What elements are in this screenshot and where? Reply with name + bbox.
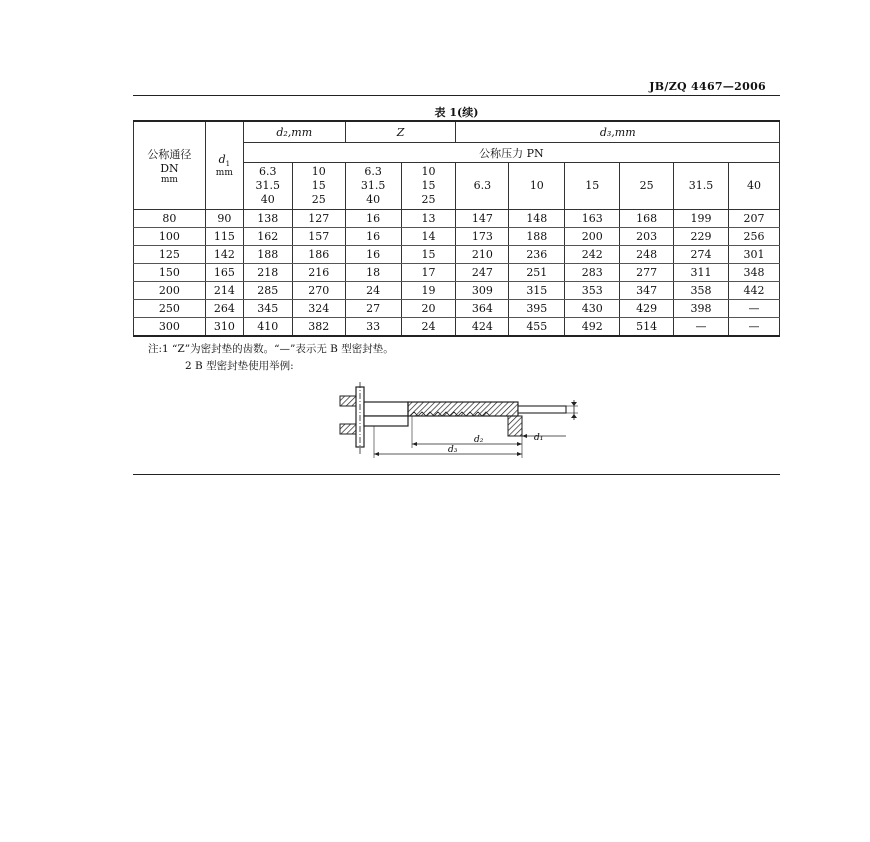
- table-cell: 256: [729, 228, 780, 246]
- dim-label-d2: d₂: [474, 435, 484, 445]
- table-cell: 188: [243, 246, 292, 264]
- table-cell: 16: [345, 228, 401, 246]
- table-cell: 13: [401, 210, 456, 228]
- table-cell: 442: [729, 282, 780, 300]
- table-cell: 115: [205, 228, 243, 246]
- table-cell: 430: [565, 300, 620, 318]
- table-cell: 285: [243, 282, 292, 300]
- table-cell: 424: [456, 318, 509, 337]
- dim-label-d3: d₃: [448, 445, 458, 455]
- left-flange-bottom: [340, 424, 356, 434]
- header-z-pn-low: 6.3 31.5 40: [345, 163, 401, 210]
- gasket-section: [408, 402, 518, 416]
- table-cell: 80: [134, 210, 206, 228]
- table-cell: 429: [620, 300, 674, 318]
- table-cell: 382: [292, 318, 345, 337]
- header-d2-pn-low: 6.3 31.5 40: [243, 163, 292, 210]
- table-cell: 16: [345, 210, 401, 228]
- table-cell: 173: [456, 228, 509, 246]
- table-cell: 125: [134, 246, 206, 264]
- header-rule: [133, 95, 780, 96]
- table-cell: 165: [205, 264, 243, 282]
- header-d3-pn: 15: [565, 163, 620, 210]
- table-cell: 311: [674, 264, 729, 282]
- table-cell: 100: [134, 228, 206, 246]
- table-cell: 24: [401, 318, 456, 337]
- table-cell: 157: [292, 228, 345, 246]
- table-cell: 358: [674, 282, 729, 300]
- table-cell: 248: [620, 246, 674, 264]
- table-cell: 168: [620, 210, 674, 228]
- table-cell: 199: [674, 210, 729, 228]
- table-cell: 514: [620, 318, 674, 337]
- table-cell: 264: [205, 300, 243, 318]
- header-z: Z: [345, 121, 456, 143]
- table-cell: 348: [729, 264, 780, 282]
- table-cell: 207: [729, 210, 780, 228]
- table-cell: 309: [456, 282, 509, 300]
- table-cell: 203: [620, 228, 674, 246]
- table-body: [134, 210, 780, 337]
- table-cell: 218: [243, 264, 292, 282]
- right-flange: [508, 416, 522, 436]
- table-cell: 138: [243, 210, 292, 228]
- note-2: 2 B 型密封垫使用举例:: [185, 360, 294, 372]
- table-cell: 353: [565, 282, 620, 300]
- header-pn: 公称压力 PN: [243, 143, 779, 163]
- table-cell: 200: [565, 228, 620, 246]
- table-row: [134, 264, 780, 282]
- table-cell: 236: [509, 246, 565, 264]
- table-cell: 251: [509, 264, 565, 282]
- table-row: [134, 210, 780, 228]
- table-cell: 14: [401, 228, 456, 246]
- table-cell: 274: [674, 246, 729, 264]
- table-cell: 163: [565, 210, 620, 228]
- table-cell: 301: [729, 246, 780, 264]
- table-cell: 18: [345, 264, 401, 282]
- table-caption: 表 1(续): [434, 106, 479, 119]
- table-cell: —: [729, 300, 780, 318]
- table-cell: 127: [292, 210, 345, 228]
- table-cell: 492: [565, 318, 620, 337]
- header-d3-pn: 6.3: [456, 163, 509, 210]
- table-cell: 250: [134, 300, 206, 318]
- note-1: 注:1 “Z”为密封垫的齿数。“—”表示无 B 型密封垫。: [148, 343, 394, 355]
- table-cell: 398: [674, 300, 729, 318]
- dim-label-d1: d₁: [534, 433, 544, 443]
- table-cell: 324: [292, 300, 345, 318]
- lower-flange: [364, 416, 408, 426]
- header-d1: $d_1$ mm: [205, 121, 243, 210]
- table-cell: 216: [292, 264, 345, 282]
- table-cell: 188: [509, 228, 565, 246]
- table-cell: —: [674, 318, 729, 337]
- table-cell: 150: [134, 264, 206, 282]
- table-cell: 147: [456, 210, 509, 228]
- table-cell: 242: [565, 246, 620, 264]
- spec-table: [133, 120, 780, 337]
- table-cell: 24: [345, 282, 401, 300]
- table-cell: 16: [345, 246, 401, 264]
- header-d2: d₂,mm: [243, 121, 345, 143]
- table-row: [134, 228, 780, 246]
- table-cell: 345: [243, 300, 292, 318]
- header-d3-pn: 40: [729, 163, 780, 210]
- table-cell: 310: [205, 318, 243, 337]
- table-row: [134, 300, 780, 318]
- table-cell: 364: [456, 300, 509, 318]
- table-row: [134, 282, 780, 300]
- table-cell: 27: [345, 300, 401, 318]
- table-cell: 277: [620, 264, 674, 282]
- table-cell: 410: [243, 318, 292, 337]
- header-d2-pn-high: 10 15 25: [292, 163, 345, 210]
- table-row: [134, 318, 780, 337]
- table-cell: 33: [345, 318, 401, 337]
- table-cell: 17: [401, 264, 456, 282]
- upper-flange: [364, 402, 408, 416]
- header-z-pn-high: 10 15 25: [401, 163, 456, 210]
- table-cell: 15: [401, 246, 456, 264]
- table-cell: —: [729, 318, 780, 337]
- table-cell: 347: [620, 282, 674, 300]
- gasket-example-figure: [330, 382, 590, 460]
- table-cell: 210: [456, 246, 509, 264]
- table-cell: 395: [509, 300, 565, 318]
- table-cell: 315: [509, 282, 565, 300]
- table-cell: 142: [205, 246, 243, 264]
- table-cell: 200: [134, 282, 206, 300]
- table-cell: 283: [565, 264, 620, 282]
- left-flange-top: [340, 396, 356, 406]
- table-cell: 229: [674, 228, 729, 246]
- header-d3-pn: 31.5: [674, 163, 729, 210]
- table-cell: 455: [509, 318, 565, 337]
- table-cell: 19: [401, 282, 456, 300]
- table-cell: 162: [243, 228, 292, 246]
- footer-rule: [133, 474, 780, 475]
- table-cell: 247: [456, 264, 509, 282]
- table-row: [134, 246, 780, 264]
- header-dn: 公称通径 DN mm: [134, 121, 206, 210]
- table-cell: 270: [292, 282, 345, 300]
- header-d3-pn: 25: [620, 163, 674, 210]
- header-d3: d₃,mm: [456, 121, 780, 143]
- table-cell: 186: [292, 246, 345, 264]
- header-d3-pn: 10: [509, 163, 565, 210]
- table-cell: 90: [205, 210, 243, 228]
- table-cell: 148: [509, 210, 565, 228]
- standard-number: JB/ZQ 4467—2006: [649, 80, 766, 93]
- gasket-plate: [518, 406, 566, 413]
- table-cell: 300: [134, 318, 206, 337]
- table-cell: 20: [401, 300, 456, 318]
- table-cell: 214: [205, 282, 243, 300]
